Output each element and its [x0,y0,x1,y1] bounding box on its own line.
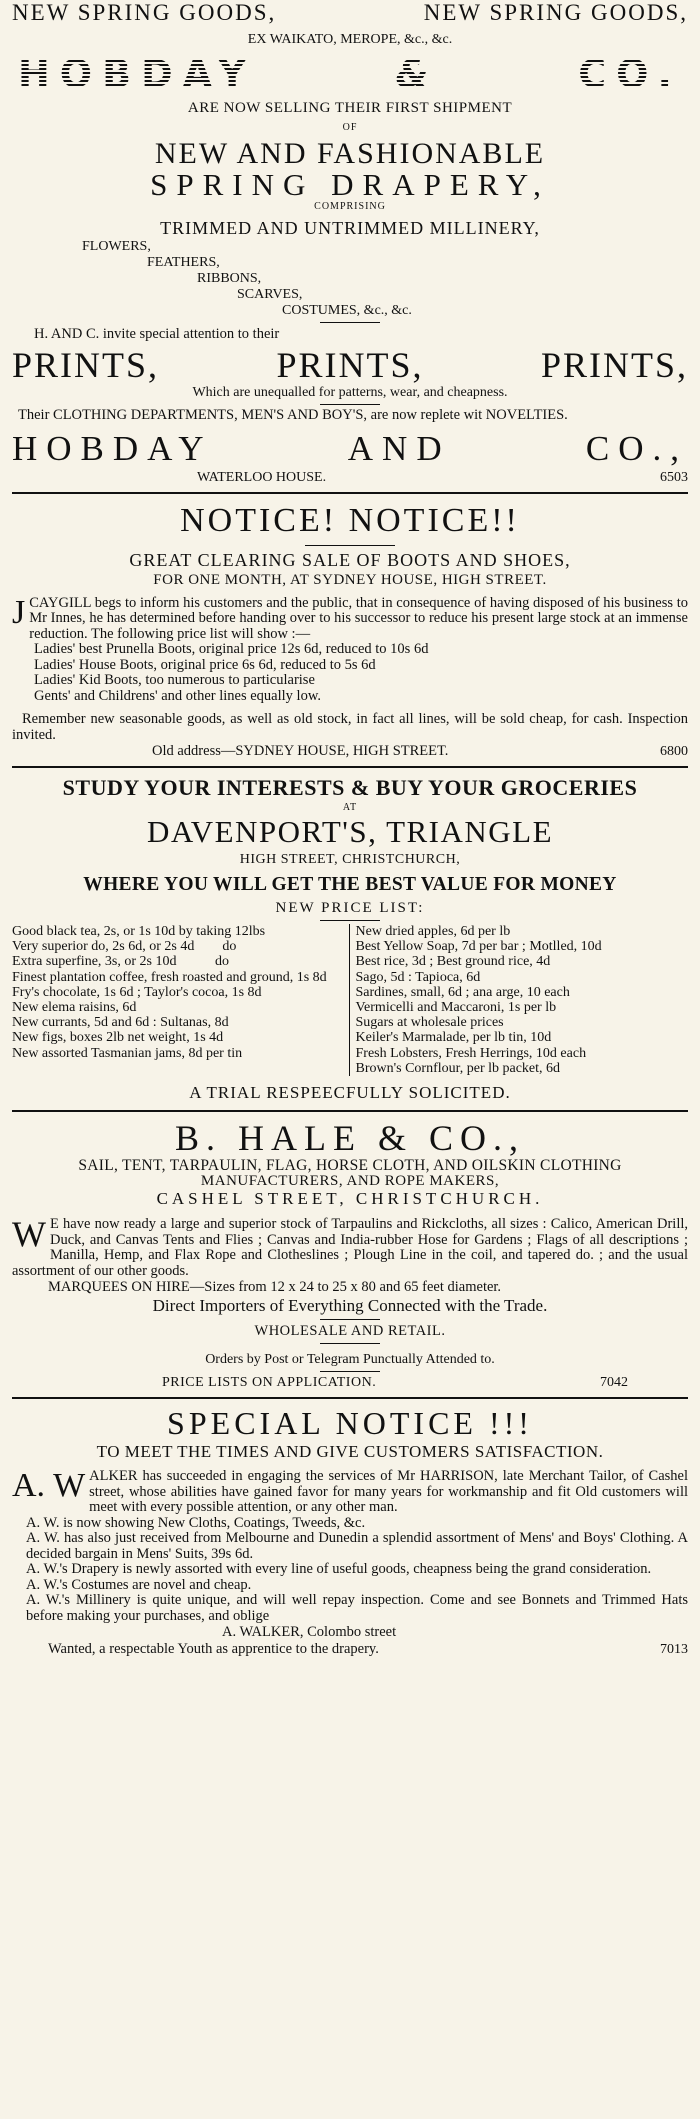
caygill-intro: CAYGILL begs to inform his customers and the public, that in consequence of having disposed of his business to Mr Innes, he has determined before handing over to his successor to reduce his present large stock at an immense reduction. The following price list will show :— [29,594,688,642]
hobday-unequalled: Which are unequalled for patterns, wear, and cheapness. [192,385,508,400]
price-item: Sugars at wholesale prices [355,1015,504,1031]
caygill-item: Gents' and Childrens' and other lines equally low. [34,687,321,704]
hobday-items [12,239,688,319]
caygill-intro-block [12,593,688,643]
davenport-at: AT [342,802,358,813]
walker-number: 7013 [660,1642,688,1658]
hobday-item: FLOWERS, [82,239,151,254]
walker-meet: TO MEET THE TIMES AND GIVE CUSTOMERS SATISFACTION. [96,1442,604,1462]
price-item: New currants, 5d and 6d : Sultanas, 8d [12,1015,229,1031]
price-item: New elema raisins, 6d [12,1000,137,1016]
hale-body-block [12,1214,688,1279]
davenport-name: DAVENPORT'S, TRIANGLE [146,814,554,849]
caygill-advertisement [12,500,688,761]
hobday-logo-ampersand: & [395,52,439,96]
hobday-logo [18,52,682,96]
hobday-number: 6503 [660,469,688,485]
walker-body-block [12,1469,688,1516]
hobday-item: FEATHERS, [147,255,220,270]
davenport-study: STUDY YOUR INTERESTS & BUY YOUR GROCERIES [62,775,638,800]
davenport-where: WHERE YOU WILL GET THE BEST VALUE FOR MONEY [83,874,617,895]
hale-advertisement [12,1118,688,1391]
walker-wanted: Wanted, a respectable Youth as apprentice to the drapery. [48,1641,379,1658]
separator [12,492,688,494]
footer-word: CO., [585,428,688,468]
hale-drop-cap: W [12,1214,46,1255]
hobday-ex: EX WAIKATO, MEROPE, &c., &c. [247,32,453,47]
hale-line-3: CASHEL STREET, CHRISTCHURCH. [156,1189,544,1209]
walker-advertisement [12,1405,688,1658]
hale-price-lists: PRICE LISTS ON APPLICATION. [162,1375,377,1391]
walker-wanted-row [12,1641,688,1658]
hobday-header-left: NEW SPRING GOODS, [12,0,277,25]
walker-item: A. W.'s Millinery is quite unique, and will well repay inspection. Come and see Bonnets and Trimmed Hats before making your purchases, and oblige [26,1592,688,1624]
caygill-item: Ladies' best Prunella Boots, original price 12s 6d, reduced to 10s 6d [34,641,429,657]
price-item: New dried apples, 6d per lb [355,924,511,939]
separator [12,1110,688,1112]
price-item: Brown's Cornflour, per lb packet, 6d [355,1060,561,1076]
hobday-headline-1: NEW AND FASHIONABLE [154,137,546,170]
prints-word: PRINTS, [12,345,160,385]
hale-marquees: MARQUEES ON HIRE—Sizes from 12 x 24 to 25 x 80 and 65 feet diameter. [48,1279,502,1296]
hobday-headline-2: SPRING DRAPERY, [150,167,550,202]
hobday-logo-co: CO. [578,52,682,96]
walker-body: ALKER has succeeded in engaging the services of Mr HARRISON, late Merchant Tailor, of Cashel street, whose abilities have gained favor for many years for workmanship and fit Old customers will meet with every possible attention, or any other man. [89,1468,688,1516]
davenport-trial: A TRIAL RESPEECFULLY SOLICITED. [189,1083,511,1103]
hobday-prints [12,345,688,385]
hale-line-1: SAIL, TENT, TARPAULIN, FLAG, HORSE CLOTH, AND OILSKIN CLOTHING [78,1157,622,1175]
caygill-item: Ladies' House Boots, original price 6s 6d, reduced to 5s 6d [34,656,376,673]
hobday-clothing: Their CLOTHING DEPARTMENTS, MEN'S AND BOY'S, are now replete wit NOVELTIES. [18,407,568,423]
price-item: Sardines, small, 6d ; ana arge, 10 each [355,984,570,1000]
hale-wholesale: WHOLESALE AND RETAIL. [254,1323,446,1340]
caygill-price-list [12,642,688,704]
separator [12,1397,688,1399]
caygill-address: Old address—SYDNEY HOUSE, HIGH STREET. [152,743,449,759]
walker-drop-a: A. [12,1467,46,1505]
hobday-invite: H. AND C. invite special attention to their [34,326,280,342]
prints-word: PRINTS, [540,345,688,385]
price-item: Vermicelli and Maccaroni, 1s per lb [355,1000,557,1016]
hobday-selling: ARE NOW SELLING THEIR FIRST SHIPMENT [187,100,513,116]
caygill-number: 6800 [660,744,688,759]
hobday-item: SCARVES, [237,287,303,302]
price-item: New assorted Tasmanian jams, 8d per tin [12,1045,243,1061]
hobday-of: OF [342,122,358,133]
davenport-street: HIGH STREET, CHRISTCHURCH, [239,852,461,867]
caygill-month: FOR ONE MONTH, AT SYDNEY HOUSE, HIGH STREET. [153,571,547,588]
caygill-title: NOTICE! NOTICE!! [180,501,520,539]
walker-item: A. W.'s Costumes are novel and cheap. [26,1576,252,1593]
walker-items [12,1516,688,1625]
caygill-item: Ladies' Kid Boots, too numerous to particularise [34,672,315,688]
price-item: New figs, boxes 2lb net weight, 1s 4d [12,1030,224,1046]
davenport-price-columns [12,924,688,1076]
hobday-comprising: COMPRISING [314,201,386,212]
hale-price-row [12,1375,688,1391]
walker-title: SPECIAL NOTICE !!! [167,1405,533,1442]
hale-line-2: MANUFACTURERS, AND ROPE MAKERS, [200,1173,500,1190]
hobday-item: COSTUMES, &c., &c. [282,303,412,318]
caygill-address-row [12,743,688,760]
price-item: Keiler's Marmalade, per lb tin, 10d [355,1030,552,1046]
footer-word: HOBDAY [12,428,213,468]
caygill-drop-cap: J [12,593,26,631]
separator [12,766,688,768]
hobday-header [12,0,688,26]
hobday-waterloo: WATERLOO HOUSE. [197,469,327,485]
hobday-header-right: NEW SPRING GOODS, [423,0,688,25]
hobday-logo-name: HOBDAY [18,52,256,96]
walker-item: A. W. is now showing New Cloths, Coatings, Tweeds, &c. [26,1514,366,1531]
price-item: Finest plantation coffee, fresh roasted and ground, 1s 8d [12,969,327,985]
column-divider [349,924,352,1076]
price-item: Best Yellow Soap, 7d per bar ; Motlled, 10d [355,939,602,955]
price-item: Extra superfine, 3s, or 2s 10d do [12,954,229,970]
newspaper-page [12,0,688,2119]
hale-name: B. HALE & CO., [175,1118,525,1159]
footer-word: AND [347,428,451,468]
walker-item: A. W.'s Drapery is newly assorted with every line of useful goods, cheapness being the grand consideration. [26,1561,652,1578]
hobday-advertisement [12,0,688,486]
hale-importers: Direct Importers of Everything Connected with the Trade. [152,1296,548,1316]
hobday-footer-name [12,430,688,468]
walker-signature: A. WALKER, Colombo street [222,1624,397,1641]
davenport-advertisement [12,774,688,1104]
caygill-remember: Remember new seasonable goods, as well as old stock, in fact all lines, will be sold cheap, for cash. Inspection invited. [12,711,688,743]
caygill-sale: GREAT CLEARING SALE OF BOOTS AND SHOES, [129,549,571,570]
davenport-left-column [12,924,345,1076]
hobday-millinery: TRIMMED AND UNTRIMMED MILLINERY, [160,218,540,238]
walker-item: A. W. has also just received from Melbourne and Dunedin a splendid assortment of Mens' and Boys' Clothing. A decided bargain in Mens' Suits, 39s 6d. [26,1530,688,1562]
davenport-right-column [356,924,689,1076]
hobday-signature-row [12,470,688,486]
davenport-price-list-title: NEW PRICE LIST: [275,900,425,916]
hale-orders: Orders by Post or Telegram Punctually Attended to. [205,1352,495,1368]
price-item: Fry's chocolate, 1s 6d ; Taylor's cocoa, 1s 8d [12,984,262,1000]
prints-word: PRINTS, [276,345,424,385]
price-item: Best rice, 3d ; Best ground rice, 4d [355,954,551,970]
price-item: Good black tea, 2s, or 1s 10d by taking 12lbs [12,924,266,939]
price-item: Very superior do, 2s 6d, or 2s 4d do [12,939,237,955]
hale-number: 7042 [600,1375,628,1391]
walker-drop-w: W [53,1467,86,1505]
price-item: Sago, 5d : Tapioca, 6d [355,969,481,985]
price-item: Fresh Lobsters, Fresh Herrings, 10d each [355,1045,587,1061]
hale-body: E have now ready a large and superior stock of Tarpaulins and Rickcloths, all sizes : Calico, American Drill, Duck, and Canvas Tents and Flies ; Canvas and India-rubber Hose for Gardens ; Flags of all descriptions ; Manilla, Hemp, and Flax Rope and Clotheslines ; Plough Line in the coil, and tapered do. ; and the usual assortment of our other goods. [12,1216,688,1279]
hobday-item: RIBBONS, [197,271,262,286]
